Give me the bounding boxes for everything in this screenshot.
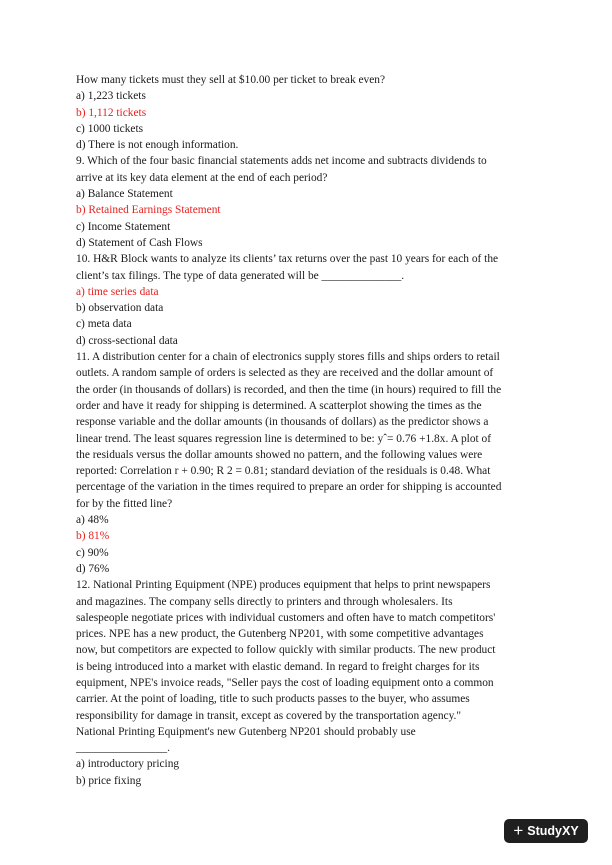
correct-answer-line: b) Retained Earnings Statement	[76, 204, 221, 217]
text-line: a) 48%	[76, 514, 109, 527]
text-line: the residuals versus the dollar amounts showed no pattern, and the following values were	[76, 448, 483, 461]
text-line: order and have it ready for shipping is determined. A scatterplot showing the times as the	[76, 399, 482, 412]
text-line: response variable and the dollar amounts (in thousands of dollars) as the predictor shows a	[76, 416, 489, 429]
text-line: a) 1,223 tickets	[76, 90, 146, 103]
text-line: c) 1000 tickets	[76, 122, 144, 135]
text-line: d) cross-sectional data	[76, 334, 178, 347]
text-line: b) price fixing	[76, 774, 142, 787]
text-line: How many tickets must they sell at $10.00 per ticket to break even?	[76, 74, 386, 86]
text-line: d) Statement of Cash Flows	[76, 236, 203, 249]
text-line: equipment, NPE's invoice reads, "Seller pays the cost of loading equipment onto a common	[76, 676, 494, 689]
text-line: 9. Which of the four basic financial statements adds net income and subtracts dividends to	[76, 155, 487, 168]
text-line: ________________.	[76, 742, 170, 755]
correct-answer-line: a) time series data	[76, 285, 159, 298]
text-line: c) 90%	[76, 546, 109, 559]
text-line: and magazines. The company sells directly to printers and through wholesalers. Its	[76, 595, 453, 608]
text-line: for by the fitted line?	[76, 497, 173, 510]
text-line: outlets. A random sample of orders is selected as they are received and the dollar amount of	[76, 367, 494, 380]
plus-icon: +	[513, 820, 524, 840]
text-line: client’s tax filings. The type of data generated will be ______________.	[76, 269, 405, 282]
text-line: prices. NPE has a new product, the Gutenberg NP201, with some competitive advantages	[76, 628, 484, 641]
text-line: d) 76%	[76, 562, 110, 575]
text-line: responsibility for damage in transit, except as covered by the transportation agency."	[76, 709, 462, 722]
text-line: b) observation data	[76, 302, 164, 315]
text-line: National Printing Equipment's new Gutenberg NP201 should probably use	[76, 725, 416, 738]
document-body	[76, 72, 538, 789]
text-line: c) meta data	[76, 318, 132, 331]
correct-answer-line: b) 1,112 tickets	[76, 106, 147, 119]
text-line: 12. National Printing Equipment (NPE) produces equipment that helps to print newspapers	[76, 579, 491, 592]
brand-name: StudyXY	[527, 824, 579, 838]
text-line: reported: Correlation r + 0.90; R 2 = 0.81; standard deviation of the residuals is 0.48. What	[76, 465, 491, 478]
text-line: c) Income Statement	[76, 220, 171, 233]
text-line: linear trend. The least squares regression line is determined to be: yˆ= 0.76 +1.8x. A plot of	[76, 432, 492, 445]
text-line: d) There is not enough information.	[76, 139, 239, 152]
text-line: 11. A distribution center for a chain of electronics supply stores fills and ships orders to retail	[76, 351, 500, 364]
studyxy-badge[interactable]	[504, 819, 588, 843]
text-line: salespeople negotiate prices with individual customers and often have to match competitors'	[76, 611, 496, 624]
text-line: arrive at its key data element at the end of each period?	[76, 171, 328, 184]
text-line: now, but competitors are expected to follow quickly with similar products. The new product	[76, 644, 496, 657]
correct-answer-line: b) 81%	[76, 530, 110, 543]
text-line: percentage of the variation in the times required to prepare an order for shipping is accounted	[76, 481, 502, 494]
text-line: is being introduced into a market with elastic demand. In regard to freight charges for its	[76, 660, 480, 673]
text-line: 10. H&R Block wants to analyze its clients’ tax returns over the past 10 years for each of the	[76, 253, 499, 266]
text-line: a) introductory pricing	[76, 758, 180, 771]
text-line: carrier. At the point of loading, title to such products passes to the buyer, who assumes	[76, 693, 470, 706]
text-line: the order (in thousands of dollars) is recorded, and then the time (in hours) required to fill the	[76, 383, 502, 396]
text-line: a) Balance Statement	[76, 188, 173, 201]
